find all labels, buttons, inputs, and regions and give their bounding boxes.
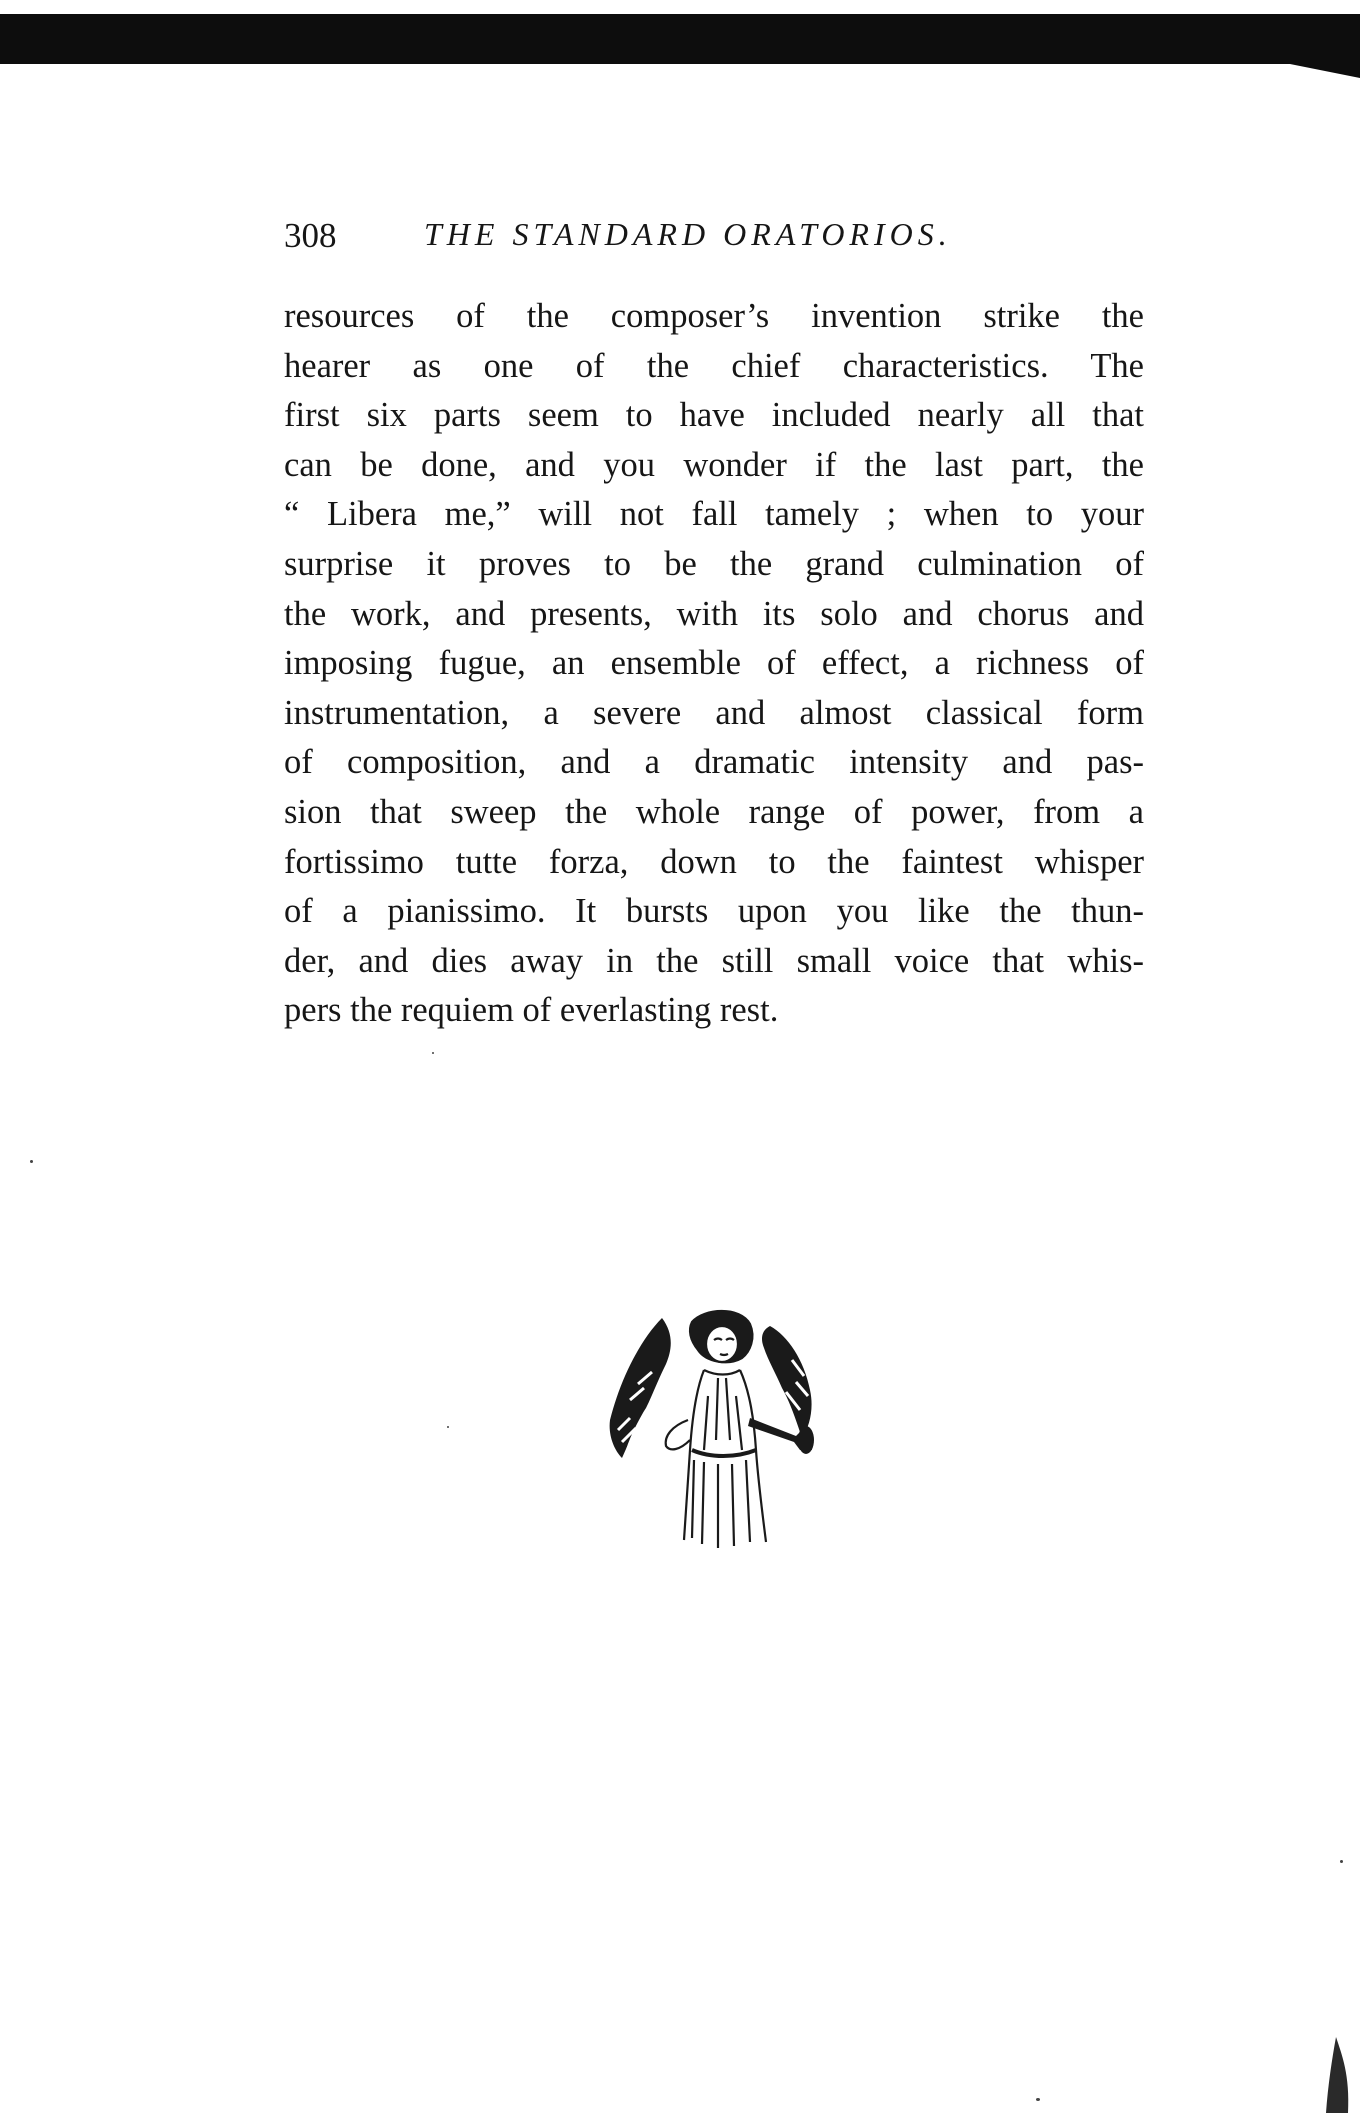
angel-vignette-illustration: [600, 1300, 840, 1560]
scan-speck: [1340, 1860, 1343, 1863]
angel-left-wing-icon: [610, 1318, 671, 1458]
running-title: THE STANDARD ORATORIOS.: [424, 216, 952, 252]
angel-right-wing-icon: [762, 1326, 812, 1438]
text-line: instrumentation, a severe and almost classical form: [284, 693, 1144, 732]
text-line: the work, and presents, with its solo and chorus and: [284, 594, 1144, 633]
page-number: 308: [284, 216, 337, 255]
text-line: hearer as one of the chief characteristics. The: [284, 346, 1144, 385]
text-line: “ Libera me,” will not fall tamely ; when to your: [284, 495, 1144, 534]
text-line: fortissimo tutte forza, down to the faintest whisper: [284, 842, 1144, 881]
scan-speck: [432, 1052, 434, 1054]
text-line: der, and dies away in the still small voice that whis-: [284, 941, 1144, 980]
text-line: can be done, and you wonder if the last part, the: [284, 445, 1144, 484]
scan-speck: [447, 1426, 449, 1428]
body-paragraph: [284, 292, 1144, 1036]
text-line: imposing fugue, an ensemble of effect, a richness of: [284, 644, 1144, 683]
text-line: sion that sweep the whole range of power, from a: [284, 792, 1144, 831]
text-line: of composition, and a dramatic intensity and pas-: [284, 743, 1144, 782]
text-line: of a pianissimo. It bursts upon you like the thun-: [284, 892, 1144, 931]
angel-figure-icon: [666, 1311, 766, 1548]
scan-speck: [1036, 2098, 1040, 2101]
text-line: first six parts seem to have included nearly all that: [284, 396, 1144, 435]
text-line: surprise it proves to be the grand culmination of: [284, 544, 1144, 583]
running-head: [284, 212, 1144, 262]
corner-smudge: [1322, 2035, 1352, 2115]
text-line: pers the requiem of everlasting rest.: [284, 991, 779, 1030]
scan-speck: [30, 1160, 33, 1163]
text-line: resources of the composer’s invention strike the: [284, 297, 1144, 335]
scan-edge-bar: [0, 14, 1360, 64]
